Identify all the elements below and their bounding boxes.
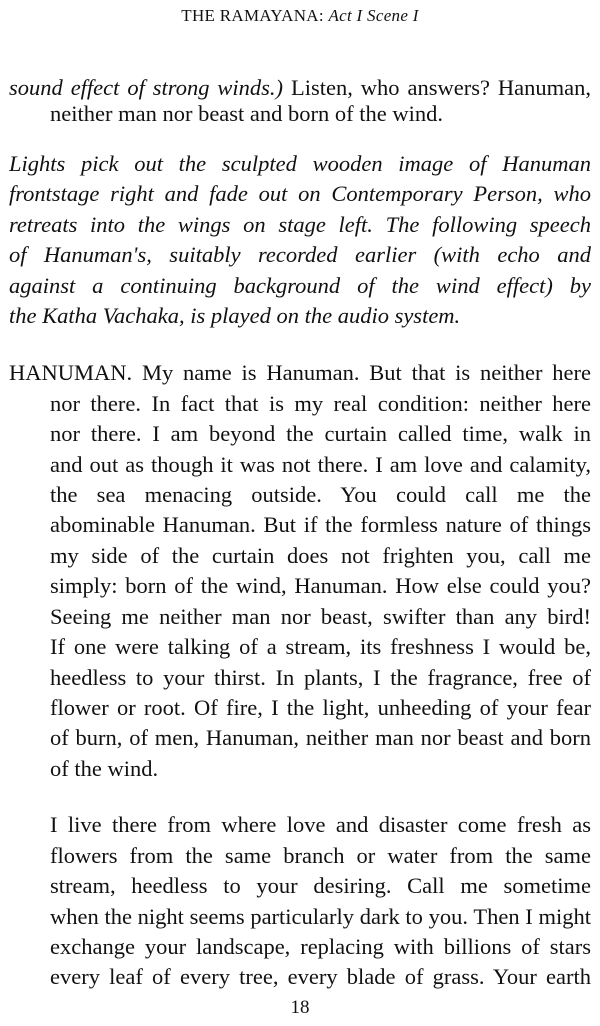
book-title: THE RAMAYANA: (181, 6, 324, 25)
text-line: sound effect of strong winds.) Listen, who answers? Hanuman, (9, 77, 591, 100)
speech-line: abominable Hanuman. But if the formless nature of things (50, 514, 591, 537)
speech-line: and out as though it was not there. I am love and calamity, (50, 454, 591, 477)
stage-direction-line: the Katha Vachaka, is played on the audio system. (9, 305, 461, 328)
stage-direction-line: retreats into the wings on stage left. The following speech (9, 214, 591, 237)
running-header (0, 6, 600, 26)
speech-line: flowers from the same branch or water from the same (50, 845, 591, 868)
stage-direction-line: of Hanuman's, suitably recorded earlier (with echo and (9, 244, 591, 267)
speech-line: when the night seems particularly dark to you. Then I might (50, 906, 591, 929)
text-line: neither man nor beast and born of the wind. (50, 103, 444, 126)
act-scene: Act I Scene I (328, 6, 419, 25)
speech-line: nor there. In fact that is my real condition: neither here (50, 393, 591, 416)
speech-line: my side of the curtain does not frighten you, call me (50, 545, 591, 568)
stage-direction-line: against a continuing background of the wind effect) by (9, 275, 591, 298)
speech-line: of burn, of men, Hanuman, neither man nor beast and born (50, 727, 591, 750)
speech-line: simply: born of the wind, Hanuman. How else could you? (50, 575, 591, 598)
speech-line: stream, heedless to your desiring. Call me sometime (50, 875, 591, 898)
speech-line: exchange your landscape, replacing with billions of stars (50, 936, 591, 959)
speech-line: flower or root. Of fire, I the light, unheeding of your fear (50, 697, 591, 720)
speech-line: of the wind. (50, 758, 159, 781)
speech-line: If one were talking of a stream, its freshness I would be, (50, 636, 591, 659)
stage-direction-line: frontstage right and fade out on Contemporary Person, who (9, 183, 591, 206)
stage-direction-line: Lights pick out the sculpted wooden image of Hanuman (9, 153, 591, 176)
speech-line: nor there. I am beyond the curtain called time, walk in (50, 423, 591, 446)
speech-line: Seeing me neither man nor beast, swifter than any bird! (50, 606, 591, 629)
speech-line: heedless to your thirst. In plants, I the fragrance, free of (50, 667, 591, 690)
speech-line: every leaf of every tree, every blade of grass. Your earth (50, 966, 591, 989)
speech-line: HANUMAN. My name is Hanuman. But that is neither here (9, 362, 591, 385)
page-number: 18 (290, 997, 310, 1018)
speech-line: I live there from where love and disaster come fresh as (50, 814, 591, 837)
speech-line: the sea menacing outside. You could call me the (50, 484, 591, 507)
